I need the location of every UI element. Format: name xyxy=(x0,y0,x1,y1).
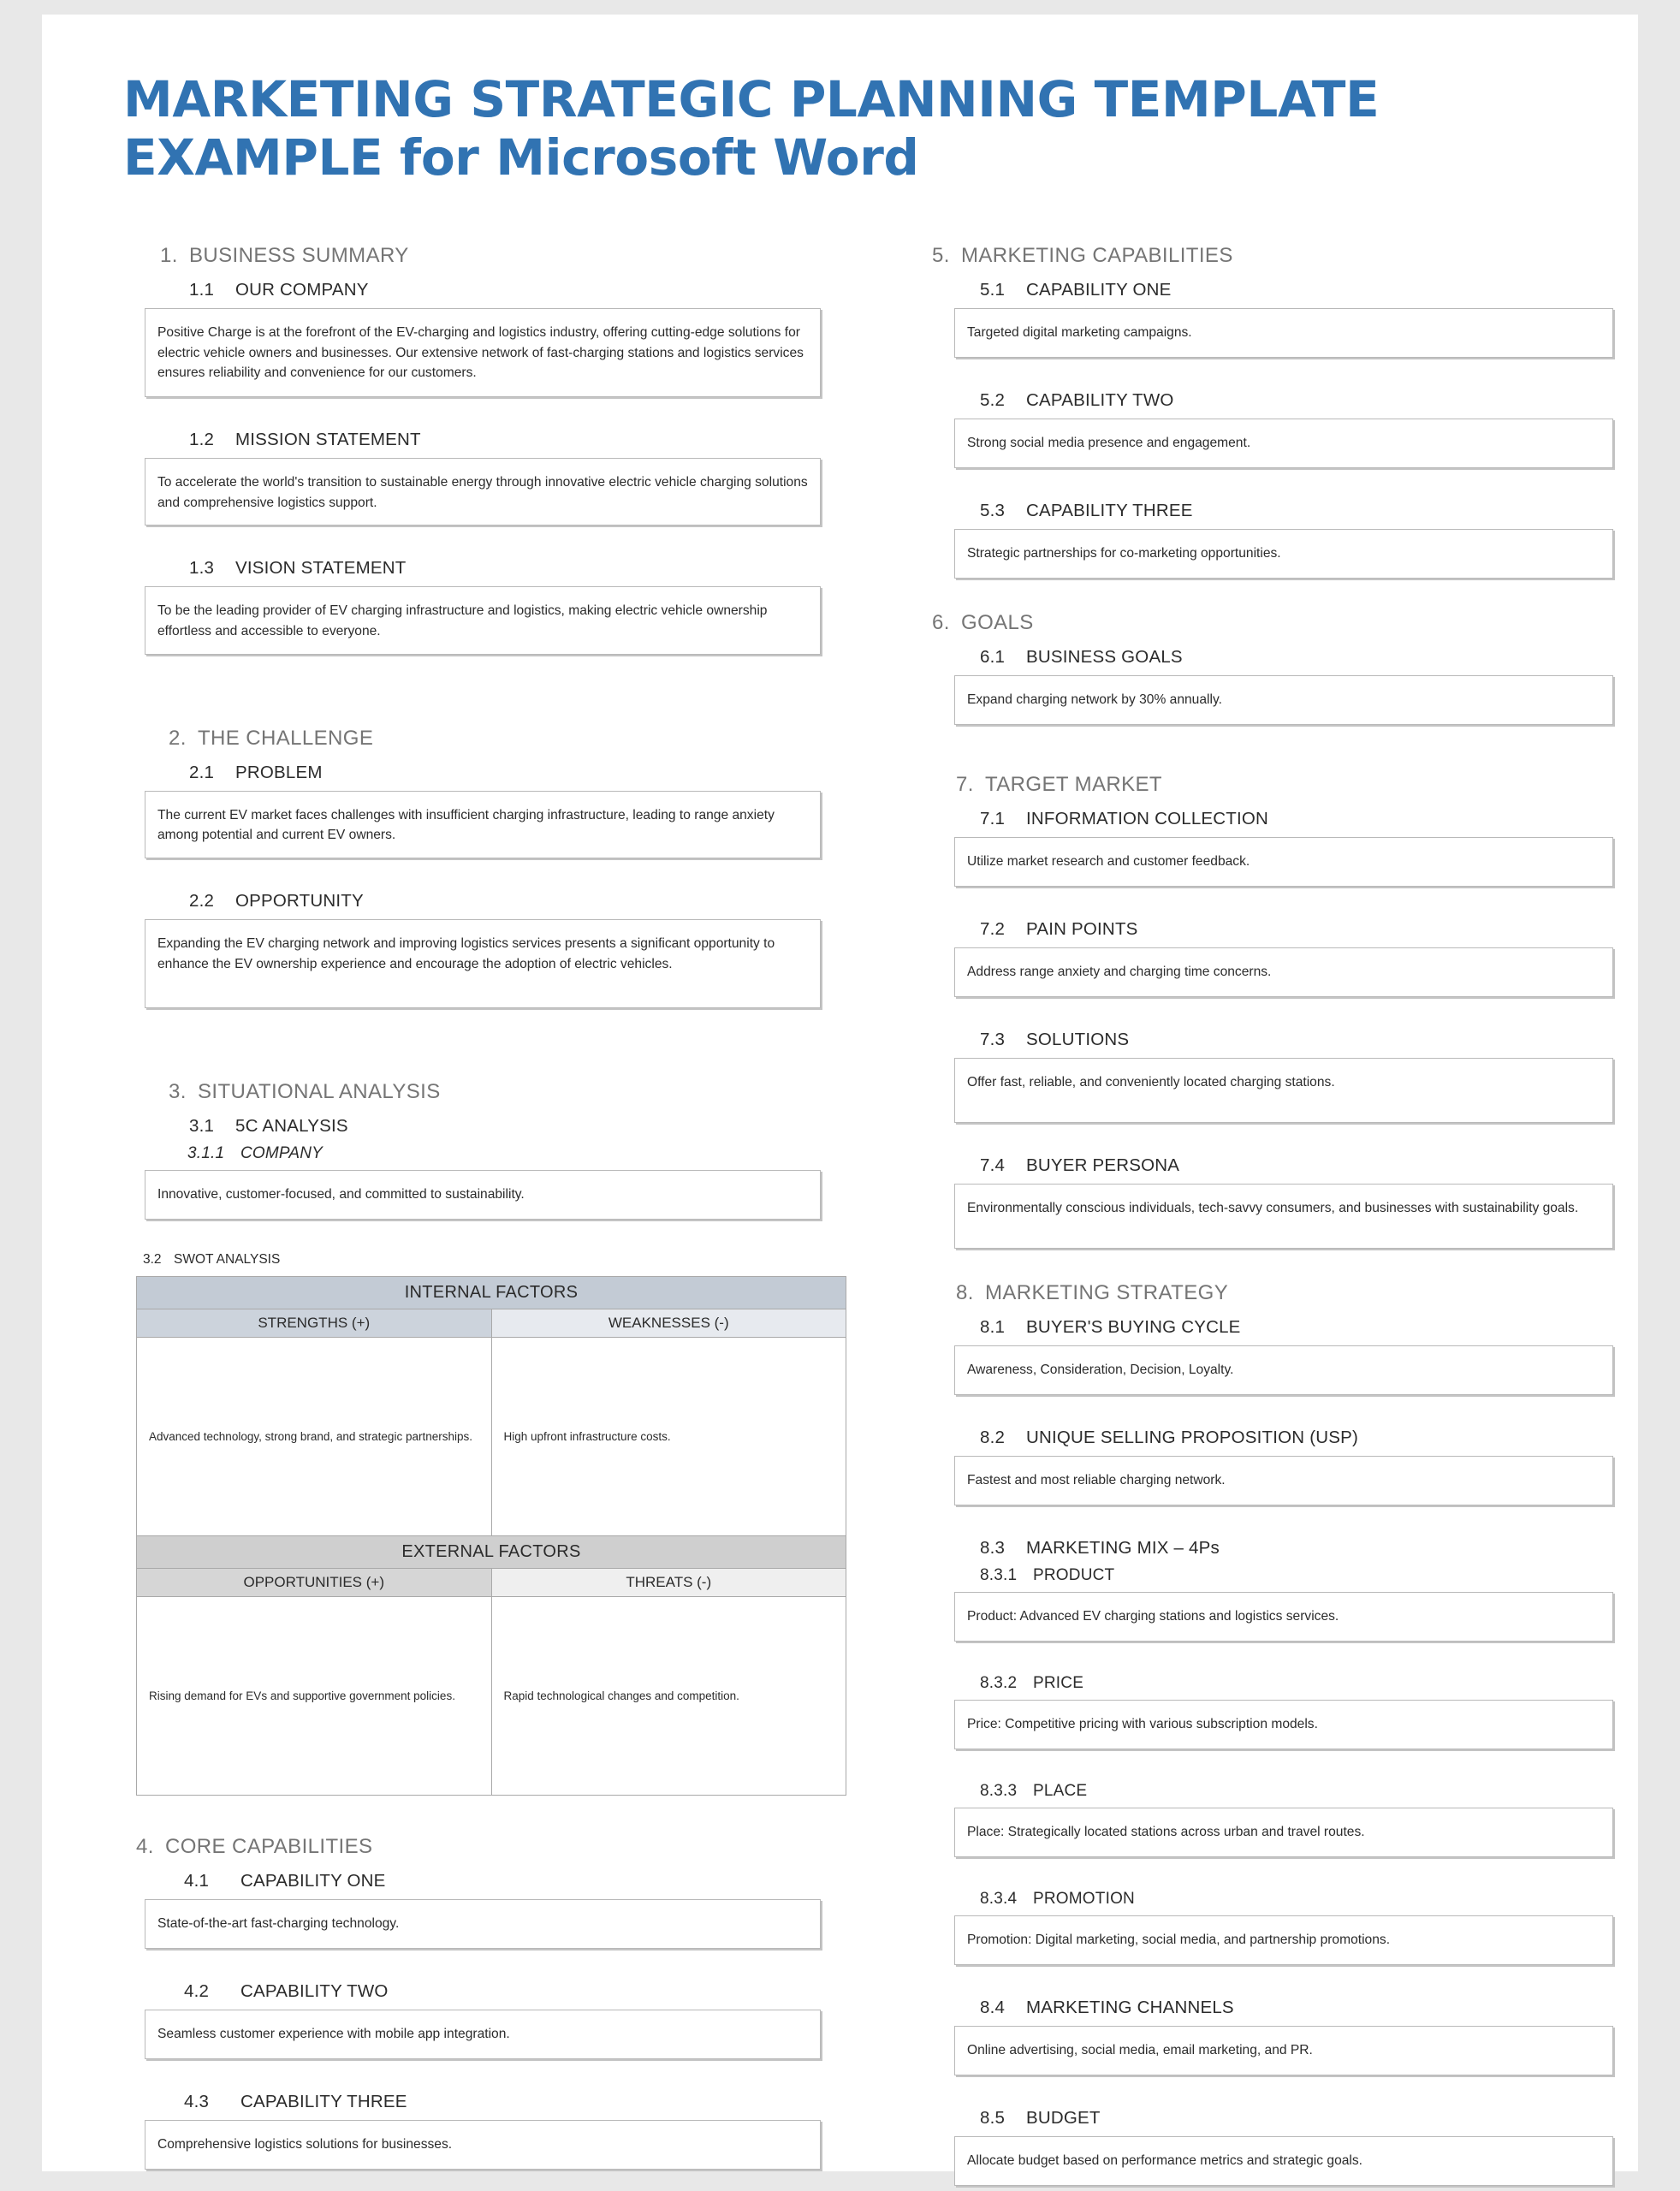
field-value: Expanding the EV charging network and improving logistics services presents a significant opportunity to enhance the EV ownership experience and encourage the adoption of electric vehicles. xyxy=(157,936,775,971)
heading-marketing-channels xyxy=(932,1998,1617,2018)
heading-marketing-capabilities xyxy=(932,244,1617,268)
heading-label: CAPABILITY THREE xyxy=(1026,501,1193,520)
field-business-goals[interactable] xyxy=(954,675,1613,725)
heading-goals xyxy=(932,611,1617,635)
field-marketing-capability-one[interactable] xyxy=(954,308,1613,358)
field-value: Positive Charge is at the forefront of the EV-charging and logistics industry, offering cutting-edge solutions for electric vehicle owners and businesses. Our extensive network of fast-charging stations and logistics services ensures reliability and convenience for our customers. xyxy=(157,325,804,381)
heading-label: SWOT ANALYSIS xyxy=(174,1252,281,1268)
heading-number: 8.1 xyxy=(980,1317,1006,1337)
field-value: Price: Competitive pricing with various subscription models. xyxy=(967,1717,1318,1731)
field-value: Seamless customer experience with mobile app integration. xyxy=(157,2027,510,2042)
heading-number: 3.1.1 xyxy=(187,1144,225,1163)
heading-number: 8.3 xyxy=(980,1538,1006,1558)
heading-place xyxy=(932,1782,1617,1801)
heading-number: 2.2 xyxy=(189,891,215,911)
field-marketing-capability-three[interactable] xyxy=(954,529,1613,579)
field-problem[interactable] xyxy=(145,791,821,858)
left-column xyxy=(136,244,855,2191)
heading-number: 5.1 xyxy=(980,280,1006,300)
heading-product xyxy=(932,1566,1617,1585)
swot-band-row-internal xyxy=(137,1277,846,1309)
heading-capability-three xyxy=(136,2092,855,2112)
heading-usp xyxy=(932,1428,1617,1448)
field-value: Strategic partnerships for co-marketing opportunities. xyxy=(967,546,1281,561)
field-value: State-of-the-art fast-charging technology. xyxy=(157,1916,400,1932)
heading-label: CORE CAPABILITIES xyxy=(165,1835,373,1859)
field-value: Expand charging network by 30% annually. xyxy=(967,692,1222,707)
field-value: Fastest and most reliable charging network. xyxy=(967,1473,1226,1487)
swot-table-wrap xyxy=(136,1276,846,1796)
field-mission-statement[interactable] xyxy=(145,458,821,525)
field-pain-points[interactable] xyxy=(954,947,1613,997)
heading-mission-statement xyxy=(136,430,855,450)
swot-analysis-table xyxy=(136,1276,846,1796)
heading-label: SITUATIONAL ANALYSIS xyxy=(198,1080,441,1104)
heading-number: 6. xyxy=(932,611,950,634)
field-value: To be the leading provider of EV charging infrastructure and logistics, making electric vehicle ownership effortless and accessible to everyone. xyxy=(157,603,768,639)
field-value: Allocate budget based on performance metrics and strategic goals. xyxy=(967,2153,1363,2168)
swot-weaknesses-cell[interactable]: High upfront infrastructure costs. xyxy=(491,1338,846,1536)
heading-number: 8.4 xyxy=(980,1998,1006,2017)
right-column xyxy=(932,244,1617,2191)
field-value: Place: Strategically located stations across urban and travel routes. xyxy=(967,1825,1365,1839)
field-value: Awareness, Consideration, Decision, Loyalty. xyxy=(967,1363,1234,1377)
spacer xyxy=(136,1041,855,1080)
heading-solutions xyxy=(932,1030,1617,1050)
heading-5c-analysis xyxy=(136,1116,855,1137)
field-value: Targeted digital marketing campaigns. xyxy=(967,325,1192,340)
swot-content-row-internal xyxy=(137,1338,846,1536)
field-value: Comprehensive logistics solutions for businesses. xyxy=(157,2137,453,2152)
field-value: Address range anxiety and charging time concerns. xyxy=(967,965,1272,979)
swot-external-factors-header: EXTERNAL FACTORS xyxy=(137,1536,846,1569)
heading-label: PROBLEM xyxy=(235,762,323,782)
swot-internal-factors-header: INTERNAL FACTORS xyxy=(137,1277,846,1309)
heading-number: 1.3 xyxy=(189,558,215,579)
field-buyers-buying-cycle[interactable] xyxy=(954,1345,1613,1395)
heading-number: 7.2 xyxy=(980,919,1006,939)
heading-information-collection xyxy=(932,809,1617,829)
document-sheet xyxy=(42,15,1638,2171)
heading-number: 1.1 xyxy=(189,280,215,300)
field-our-company[interactable] xyxy=(145,308,821,397)
heading-number: 6.1 xyxy=(980,647,1006,667)
field-core-capability-one[interactable] xyxy=(145,1899,821,1949)
heading-number: 7.1 xyxy=(980,809,1006,828)
heading-label: 5C ANALYSIS xyxy=(235,1116,348,1137)
heading-core-capabilities xyxy=(136,1835,855,1859)
field-marketing-capability-two[interactable] xyxy=(954,419,1613,468)
swot-strengths-header: STRENGTHS (+) xyxy=(137,1309,492,1338)
field-opportunity[interactable] xyxy=(145,919,821,1008)
spacer xyxy=(932,757,1617,773)
heading-number: 2. xyxy=(169,726,187,750)
heading-price xyxy=(932,1674,1617,1693)
field-core-capability-three[interactable] xyxy=(145,2120,821,2170)
field-5c-company[interactable] xyxy=(145,1170,821,1220)
heading-number: 8.5 xyxy=(980,2108,1006,2128)
heading-buyer-persona xyxy=(932,1155,1617,1176)
heading-capability-two xyxy=(136,1981,855,2002)
heading-label: BUDGET xyxy=(1026,2108,1101,2128)
heading-number: 4.3 xyxy=(184,2092,210,2112)
field-solutions[interactable] xyxy=(954,1058,1613,1123)
field-value: Environmentally conscious individuals, tech-savvy consumers, and businesses with sustainability goals. xyxy=(967,1201,1579,1215)
heading-label: BUYER'S BUYING CYCLE xyxy=(1026,1317,1241,1337)
heading-marketing-strategy xyxy=(932,1281,1617,1305)
field-promotion[interactable] xyxy=(954,1915,1613,1965)
heading-label: THE CHALLENGE xyxy=(198,726,374,750)
heading-situational-analysis xyxy=(136,1080,855,1104)
field-usp[interactable] xyxy=(954,1456,1613,1505)
heading-label: TARGET MARKET xyxy=(985,773,1162,796)
heading-our-company xyxy=(136,280,855,300)
heading-marketing-capability-three xyxy=(932,501,1617,521)
field-value: Offer fast, reliable, and conveniently located charging stations. xyxy=(967,1075,1335,1090)
heading-label: CAPABILITY ONE xyxy=(240,1871,386,1891)
field-budget[interactable] xyxy=(954,2136,1613,2186)
heading-label: BUSINESS GOALS xyxy=(1026,647,1183,667)
swot-threats-header: THREATS (-) xyxy=(491,1569,846,1597)
field-place[interactable] xyxy=(954,1808,1613,1857)
heading-business-goals xyxy=(932,647,1617,668)
heading-label: PRICE xyxy=(1033,1674,1084,1692)
heading-the-challenge xyxy=(136,727,855,751)
heading-label: VISION STATEMENT xyxy=(235,558,407,579)
heading-number: 7.3 xyxy=(980,1030,1006,1049)
spacer xyxy=(136,1796,855,1835)
swot-band-row-external xyxy=(137,1536,846,1569)
page-title xyxy=(123,71,1578,187)
heading-capability-one xyxy=(136,1871,855,1891)
field-price[interactable] xyxy=(954,1700,1613,1749)
field-marketing-channels[interactable] xyxy=(954,2026,1613,2075)
heading-label: BUSINESS SUMMARY xyxy=(189,244,409,267)
heading-number: 8.3.4 xyxy=(980,1890,1018,1908)
heading-number: 8.3.2 xyxy=(980,1674,1018,1692)
heading-business-summary xyxy=(136,244,855,268)
heading-label: OUR COMPANY xyxy=(235,280,369,300)
heading-number: 7. xyxy=(956,773,974,796)
heading-label: MISSION STATEMENT xyxy=(235,430,421,449)
heading-label: CAPABILITY TWO xyxy=(240,1981,389,2002)
heading-label: SOLUTIONS xyxy=(1026,1030,1130,1049)
heading-label: CAPABILITY TWO xyxy=(1026,390,1174,410)
heading-vision-statement xyxy=(136,558,855,579)
heading-problem xyxy=(136,763,855,783)
heading-number: 2.1 xyxy=(189,762,215,782)
heading-number: 8.3.1 xyxy=(980,1566,1018,1584)
heading-label: INFORMATION COLLECTION xyxy=(1026,809,1269,828)
heading-number: 5.2 xyxy=(980,390,1006,410)
heading-target-market xyxy=(932,773,1617,797)
heading-pain-points xyxy=(932,919,1617,940)
field-value: Online advertising, social media, email marketing, and PR. xyxy=(967,2043,1313,2057)
heading-marketing-capability-one xyxy=(932,280,1617,300)
field-buyer-persona[interactable] xyxy=(954,1184,1613,1249)
swot-content-row-external xyxy=(137,1597,846,1796)
field-value: Promotion: Digital marketing, social media, and partnership promotions. xyxy=(967,1933,1391,1947)
swot-opportunities-cell[interactable]: Rising demand for EVs and supportive government policies. xyxy=(137,1597,492,1796)
swot-threats-cell[interactable]: Rapid technological changes and competition. xyxy=(491,1597,846,1796)
heading-label: PROMOTION xyxy=(1033,1890,1135,1908)
heading-label: MARKETING MIX – 4Ps xyxy=(1026,1538,1220,1558)
field-value: Innovative, customer-focused, and committed to sustainability. xyxy=(157,1187,525,1202)
field-value: The current EV market faces challenges with insufficient charging infrastructure, leading to range anxiety among potential and current EV owners. xyxy=(157,807,775,843)
swot-opportunities-header: OPPORTUNITIES (+) xyxy=(137,1569,492,1597)
heading-number: 3. xyxy=(169,1080,187,1104)
heading-label: PAIN POINTS xyxy=(1026,919,1138,939)
heading-number: 4.1 xyxy=(184,1871,210,1891)
page-title-line-2: EXAMPLE for Microsoft Word xyxy=(123,128,919,187)
heading-marketing-mix xyxy=(932,1538,1617,1559)
heading-label: PRODUCT xyxy=(1033,1566,1115,1584)
heading-number: 8.2 xyxy=(980,1428,1006,1447)
heading-label: MARKETING CHANNELS xyxy=(1026,1998,1234,2017)
heading-number: 1. xyxy=(160,244,178,267)
heading-number: 1.2 xyxy=(189,430,215,449)
field-information-collection[interactable] xyxy=(954,837,1613,887)
swot-subheader-row-internal xyxy=(137,1309,846,1338)
heading-number: 5.3 xyxy=(980,501,1006,520)
page-title-line-1: MARKETING STRATEGIC PLANNING TEMPLATE xyxy=(123,70,1380,128)
heading-budget xyxy=(932,2108,1617,2129)
heading-company xyxy=(136,1144,855,1163)
heading-marketing-capability-two xyxy=(932,390,1617,411)
heading-label: MARKETING STRATEGY xyxy=(985,1281,1229,1304)
swot-subheader-row-external xyxy=(137,1569,846,1597)
field-core-capability-two[interactable] xyxy=(145,2010,821,2059)
field-vision-statement[interactable] xyxy=(145,586,821,654)
heading-number: 3.1 xyxy=(189,1116,215,1137)
heading-swot-analysis xyxy=(136,1252,855,1268)
heading-number: 4.2 xyxy=(184,1981,210,2002)
heading-number: 3.2 xyxy=(143,1252,162,1268)
heading-label: BUYER PERSONA xyxy=(1026,1155,1180,1175)
heading-label: UNIQUE SELLING PROPOSITION (USP) xyxy=(1026,1428,1358,1447)
field-value: To accelerate the world's transition to sustainable energy through innovative electric vehicle charging solutions and comprehensive logistics support. xyxy=(157,475,808,510)
heading-label: MARKETING CAPABILITIES xyxy=(961,244,1233,267)
heading-buyers-buying-cycle xyxy=(932,1317,1617,1338)
heading-label: OPPORTUNITY xyxy=(235,891,364,911)
heading-label: COMPANY xyxy=(240,1144,324,1163)
field-value: Product: Advanced EV charging stations and logistics services. xyxy=(967,1609,1339,1624)
field-value: Strong social media presence and engagement. xyxy=(967,436,1251,450)
heading-label: GOALS xyxy=(961,611,1034,634)
heading-label: CAPABILITY ONE xyxy=(1026,280,1172,300)
swot-weaknesses-header: WEAKNESSES (-) xyxy=(491,1309,846,1338)
heading-number: 5. xyxy=(932,244,950,267)
field-value: Utilize market research and customer feedback. xyxy=(967,854,1250,869)
heading-number: 8.3.3 xyxy=(980,1782,1018,1800)
field-product[interactable] xyxy=(954,1592,1613,1642)
heading-promotion xyxy=(932,1890,1617,1909)
heading-number: 7.4 xyxy=(980,1155,1006,1175)
heading-opportunity xyxy=(136,891,855,911)
heading-label: CAPABILITY THREE xyxy=(240,2092,407,2112)
heading-label: PLACE xyxy=(1033,1782,1088,1800)
swot-strengths-cell[interactable]: Advanced technology, strong brand, and strategic partnerships. xyxy=(137,1338,492,1536)
spacer xyxy=(136,687,855,727)
heading-number: 8. xyxy=(956,1281,974,1304)
heading-number: 4. xyxy=(136,1835,154,1859)
